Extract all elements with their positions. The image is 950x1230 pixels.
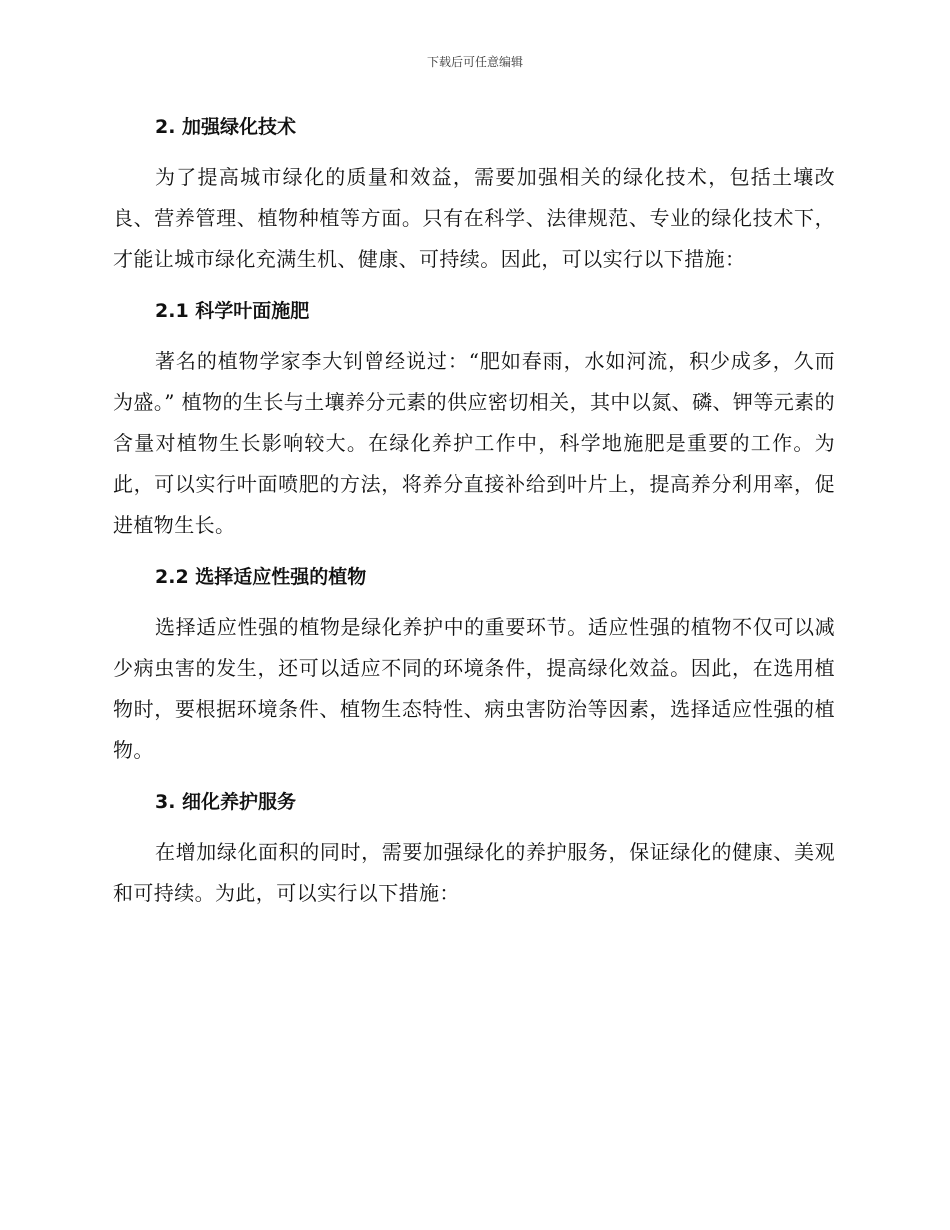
section-paragraph: 选择适应性强的植物是绿化养护中的重要环节。适应性强的植物不仅可以减少病虫害的发生，还可以适应不同的环境条件，提高绿化效益。因此，在选用植物时，要根据环境条件、植物生态特性、病虫害防治等因素，选择适应性强的植物。 xyxy=(113,615,835,762)
section-heading: 2. 加强绿化技术 xyxy=(155,116,297,138)
section-heading: 2.1 科学叶面施肥 xyxy=(155,300,310,322)
section-heading: 2.2 选择适应性强的植物 xyxy=(155,566,367,588)
section-paragraph: 为了提高城市绿化的质量和效益，需要加强相关的绿化技术，包括土壤改良、营养管理、植物种植等方面。只有在科学、法律规范、专业的绿化技术下，才能让城市绿化充满生机、健康、可持续。因此，可以实行以下措施： xyxy=(113,165,835,271)
header-note: 下载后可任意编辑 xyxy=(426,55,523,69)
section-paragraph: 在增加绿化面积的同时，需要加强绿化的养护服务，保证绿化的健康、美观和可持续。为此，可以实行以下措施： xyxy=(113,840,835,905)
section-heading: 3. 细化养护服务 xyxy=(155,791,297,813)
section-paragraph: 著名的植物学家李大钊曾经说过：“肥如春雨，水如河流，积少成多，久而为盛。” 植物的生长与土壤养分元素的供应密切相关，其中以氮、磷、钾等元素的含量对植物生长影响较大。在绿化养护工作中，科学地施肥是重要的工作。为此，可以实行叶面喷肥的方法，将养分直接补给到叶片上，提高养分利用率，促进植物生长。 xyxy=(113,349,835,537)
document-body xyxy=(113,106,835,924)
